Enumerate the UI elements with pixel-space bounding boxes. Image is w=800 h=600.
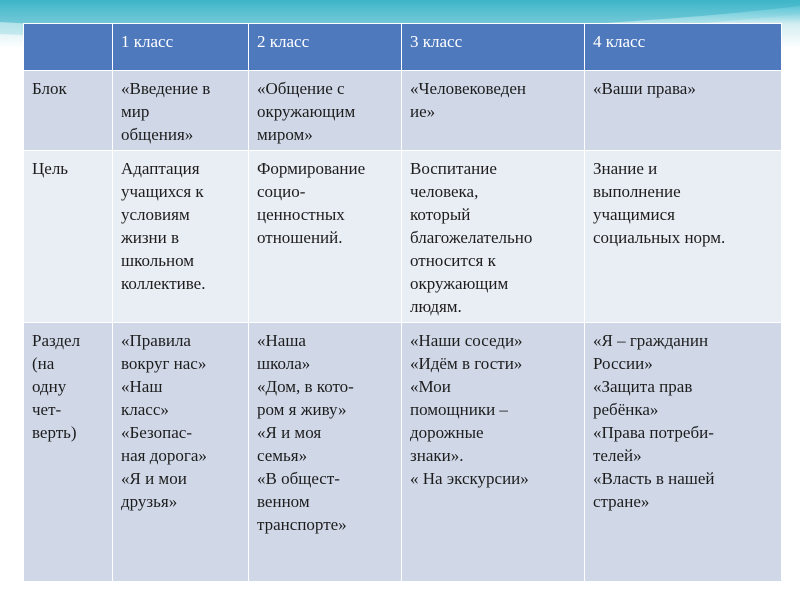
header-corner (24, 24, 113, 71)
row-label-block: Блок (24, 71, 113, 151)
header-grade-4: 4 класс (585, 24, 782, 71)
table-row-block (24, 71, 782, 151)
cell-block-grade-3: «Человековеден ие» (402, 71, 585, 151)
cell-goal-grade-4: Знание и выполнение учащимися социальных норм. (585, 151, 782, 323)
header-grade-2: 2 класс (249, 24, 402, 71)
cell-block-grade-1: «Введение в мир общения» (113, 71, 249, 151)
header-grade-1: 1 класс (113, 24, 249, 71)
cell-goal-grade-1: Адаптация учащихся к условиям жизни в школьном коллективе. (113, 151, 249, 323)
table-row-goal (24, 151, 782, 323)
row-label-goal: Цель (24, 151, 113, 323)
cell-goal-grade-3: Воспитание человека, который благожелательно относится к окружающим людям. (402, 151, 585, 323)
cell-section-grade-3: «Наши соседи» «Идём в гости» «Мои помощники – дорожные знаки». « На экскурсии» (402, 323, 585, 582)
cell-section-grade-4: «Я – гражданин России» «Защита прав ребёнка» «Права потреби- телей» «Власть в нашей стране» (585, 323, 782, 582)
row-label-section: Раздел (на одну чет- верть) (24, 323, 113, 582)
cell-section-grade-2: «Наша школа» «Дом, в кото- ром я живу» «Я и моя семья» «В общест- венном транспорте» (249, 323, 402, 582)
cell-section-grade-1: «Правила вокруг нас» «Наш класс» «Безопас- ная дорога» «Я и мои друзья» (113, 323, 249, 582)
header-row (24, 24, 782, 71)
cell-block-grade-4: «Ваши права» (585, 71, 782, 151)
cell-goal-grade-2: Формирование социо- ценностных отношений. (249, 151, 402, 323)
header-grade-3: 3 класс (402, 24, 585, 71)
curriculum-table (23, 23, 782, 582)
table-row-section (24, 323, 782, 582)
cell-block-grade-2: «Общение с окружающим миром» (249, 71, 402, 151)
